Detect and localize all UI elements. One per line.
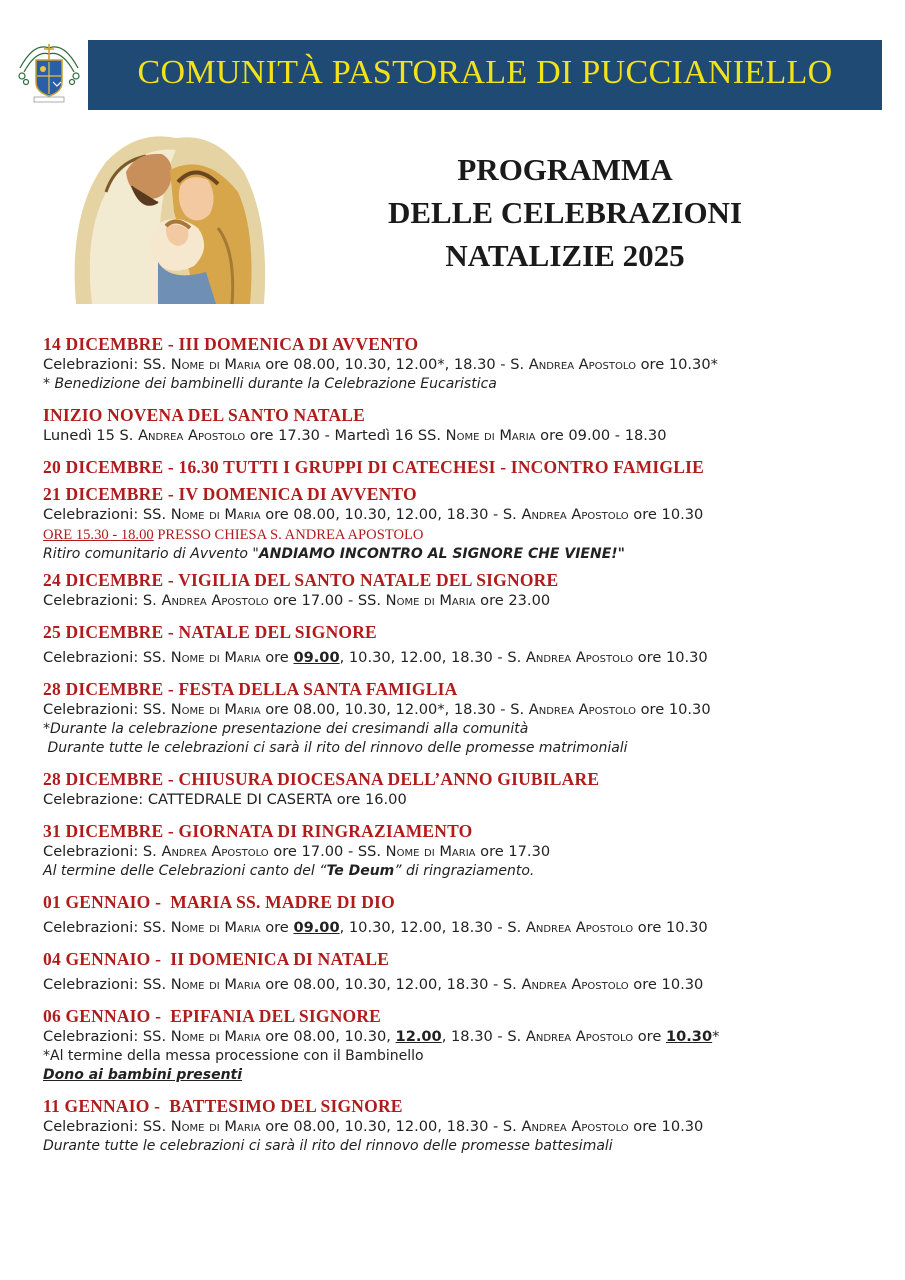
church-name: SS. Nome di Maria [142,976,261,993]
church-name: SS. Nome di Maria [417,427,536,444]
heading-line-3: NATALIZIE 2025 [445,238,685,273]
church-name: S. Andrea Apostolo [142,843,269,860]
program-heading [330,148,800,277]
text-span: Ritiro comunitario di Avvento " [43,546,259,562]
gift-note [43,1066,883,1085]
text-span: Celebrazioni: [43,1118,143,1135]
event-note: *Durante la celebrazione presentazione dei cresimandi alla comunità [43,721,529,737]
event-title: 21 DICEMBRE - IV DOMENICA DI AVVENTO [43,484,417,504]
highlight-time: 09.00 [293,919,340,936]
event-note [43,862,883,881]
text-span: ore 10.30 [628,976,704,993]
event-title: 24 DICEMBRE - VIGILIA DEL SANTO NATALE DEL SIGNORE [43,570,559,590]
text-span: ore [633,1028,666,1045]
text-span: Celebrazioni: [43,1028,143,1045]
event-04-gennaio [43,948,883,995]
event-schedule [43,1027,883,1047]
church-name: S. Andrea Apostolo [119,427,246,444]
event-schedule [43,842,883,862]
retreat-note [43,545,883,564]
coat-of-arms-icon [14,38,84,106]
holy-family-illustration [66,132,270,310]
church-name: S. Andrea Apostolo [502,976,629,993]
header-banner [88,40,882,110]
text-span: ore 17.30 [475,843,551,860]
retreat-theme: ANDIAMO INCONTRO AL SIGNORE CHE VIENE!" [258,546,625,562]
text-span: Celebrazioni: [43,649,143,666]
text-span: ore 08.00, 10.30, 12.00, 18.30 - [260,506,503,523]
text-span: Lunedì 15 [43,427,120,444]
text-span: ore 08.00, 10.30, [260,1028,396,1045]
text-span: ore 17.30 - Martedì 16 [245,427,418,444]
event-note: Durante tutte le celebrazioni ci sarà il rito del rinnovo delle promesse matrimoniali [43,740,628,756]
event-title: 28 DICEMBRE - FESTA DELLA SANTA FAMIGLIA [43,679,458,699]
text-span: , 10.30, 12.00, 18.30 - [339,919,508,936]
church-name: S. Andrea Apostolo [142,592,269,609]
text-span: ore 10.30* [635,356,718,373]
church-name: S. Andrea Apostolo [510,356,636,373]
event-01-gennaio [43,891,883,938]
event-schedule [43,426,883,446]
event-20-dicembre [43,456,883,478]
event-schedule [43,918,883,938]
event-note: Durante tutte le celebrazioni ci sarà il rito del rinnovo delle promesse battesimali [43,1138,613,1154]
text-span: ore 10.30 [628,1118,704,1135]
text-span: ore 08.00, 10.30, 12.00*, 18.30 - [260,701,511,718]
text-span: ore 10.30 [633,649,708,666]
text-span: ore 10.30 [628,506,704,523]
event-24-dicembre [43,569,883,611]
event-28-dicembre-famiglia [43,678,883,758]
text-span: Al termine delle Celebrazioni canto del “ [43,863,327,879]
event-novena [43,404,883,446]
church-name: S. Andrea Apostolo [502,1118,629,1135]
church-name: SS. Nome di Maria [142,356,261,373]
event-title: 28 DICEMBRE - CHIUSURA DIOCESANA DELL’ANNO GIUBILARE [43,769,600,789]
event-schedule [43,700,883,720]
text-span: Celebrazioni: [43,701,143,718]
church-name: S. Andrea Apostolo [507,919,634,936]
church-name: SS. Nome di Maria [142,701,261,718]
event-schedule [43,505,883,525]
text-span: , 10.30, 12.00, 18.30 - [339,649,508,666]
event-schedule: Celebrazione: CATTEDRALE DI CASERTA ore 16.00 [43,791,407,808]
text-span: Celebrazioni: [43,592,143,609]
church-name: SS. Nome di Maria [357,843,476,860]
church-name: S. Andrea Apostolo [510,701,636,718]
event-title: 25 DICEMBRE - NATALE DEL SIGNORE [43,622,377,642]
event-title: 11 GENNAIO - BATTESIMO DEL SIGNORE [43,1096,403,1116]
text-span: ” di ringraziamento. [394,863,535,879]
highlight-time: 12.00 [395,1028,442,1045]
event-title: 06 GENNAIO - EPIFANIA DEL SIGNORE [43,1006,382,1026]
text-span: ore [260,919,294,936]
event-25-dicembre [43,621,883,668]
church-name: SS. Nome di Maria [142,649,261,666]
event-note: * Benedizione dei bambinelli durante la Celebrazione Eucaristica [43,376,497,392]
event-title: 14 DICEMBRE - III DOMENICA DI AVVENTO [43,334,419,354]
event-06-gennaio [43,1005,883,1085]
event-schedule [43,355,883,375]
event-28-dicembre-giubileo [43,768,883,810]
text-span: ore 08.00, 10.30, 12.00, 18.30 - [260,976,503,993]
church-name: SS. Nome di Maria [142,919,261,936]
highlight-time: 10.30 [665,1028,713,1045]
event-11-gennaio [43,1095,883,1156]
text-span: ore 17.00 - [268,592,358,609]
text-span: Celebrazioni: [43,976,143,993]
text-span: ore 23.00 [475,592,551,609]
text-span: ore 10.30 [635,701,711,718]
event-title: 20 DICEMBRE - 16.30 TUTTI I GRUPPI DI CATECHESI - INCONTRO FAMIGLIE [43,457,704,477]
event-31-dicembre [43,820,883,881]
church-name: SS. Nome di Maria [357,592,476,609]
text-span: ore [260,649,294,666]
event-14-dicembre [43,333,883,394]
church-name: SS. Nome di Maria [142,1118,261,1135]
event-schedule [43,648,883,668]
event-schedule [43,1117,883,1137]
text-span: Celebrazioni: [43,843,143,860]
text-span: ore 09.00 - 18.30 [535,427,667,444]
heading-line-2: DELLE CELEBRAZIONI [387,195,743,230]
text-span: ore 08.00, 10.30, 12.00*, 18.30 - [260,356,511,373]
event-21-dicembre [43,483,883,564]
event-title: INIZIO NOVENA DEL SANTO NATALE [43,405,366,425]
event-note: *Al termine della messa processione con il Bambinello [43,1048,424,1064]
church-name: S. Andrea Apostolo [507,649,634,666]
text-span: Celebrazioni: [43,356,143,373]
retreat-place: PRESSO CHIESA S. ANDREA APOSTOLO [153,527,424,543]
event-schedule [43,591,883,611]
text-span: Celebrazioni: [43,506,143,523]
church-name: SS. Nome di Maria [142,1028,261,1045]
event-title: 04 GENNAIO - II DOMENICA DI NATALE [43,949,390,969]
church-name: SS. Nome di Maria [142,506,261,523]
text-span: ore 17.00 - [268,843,358,860]
highlight-time: 09.00 [293,649,340,666]
retreat-time-line [43,525,883,545]
gift-text: Dono ai bambini presenti [43,1067,243,1083]
event-title: 31 DICEMBRE - GIORNATA DI RINGRAZIAMENTO [43,821,473,841]
event-title: 01 GENNAIO - MARIA SS. MADRE DI DIO [43,892,395,912]
heading-line-1: PROGRAMMA [457,152,673,187]
event-schedule [43,975,883,995]
church-name: S. Andrea Apostolo [507,1028,634,1045]
church-name: S. Andrea Apostolo [502,506,629,523]
community-title: COMUNITÀ PASTORALE DI PUCCIANIELLO [137,54,833,91]
text-span: ore 08.00, 10.30, 12.00, 18.30 - [260,1118,503,1135]
te-deum: Te Deum [326,863,395,879]
text-span: , 18.30 - [441,1028,508,1045]
text-span: ore 10.30 [633,919,708,936]
retreat-time: ORE 15.30 - 18.00 [43,527,154,543]
text-span: Celebrazioni: [43,919,143,936]
events-list [43,333,883,1166]
text-span: * [712,1028,720,1045]
